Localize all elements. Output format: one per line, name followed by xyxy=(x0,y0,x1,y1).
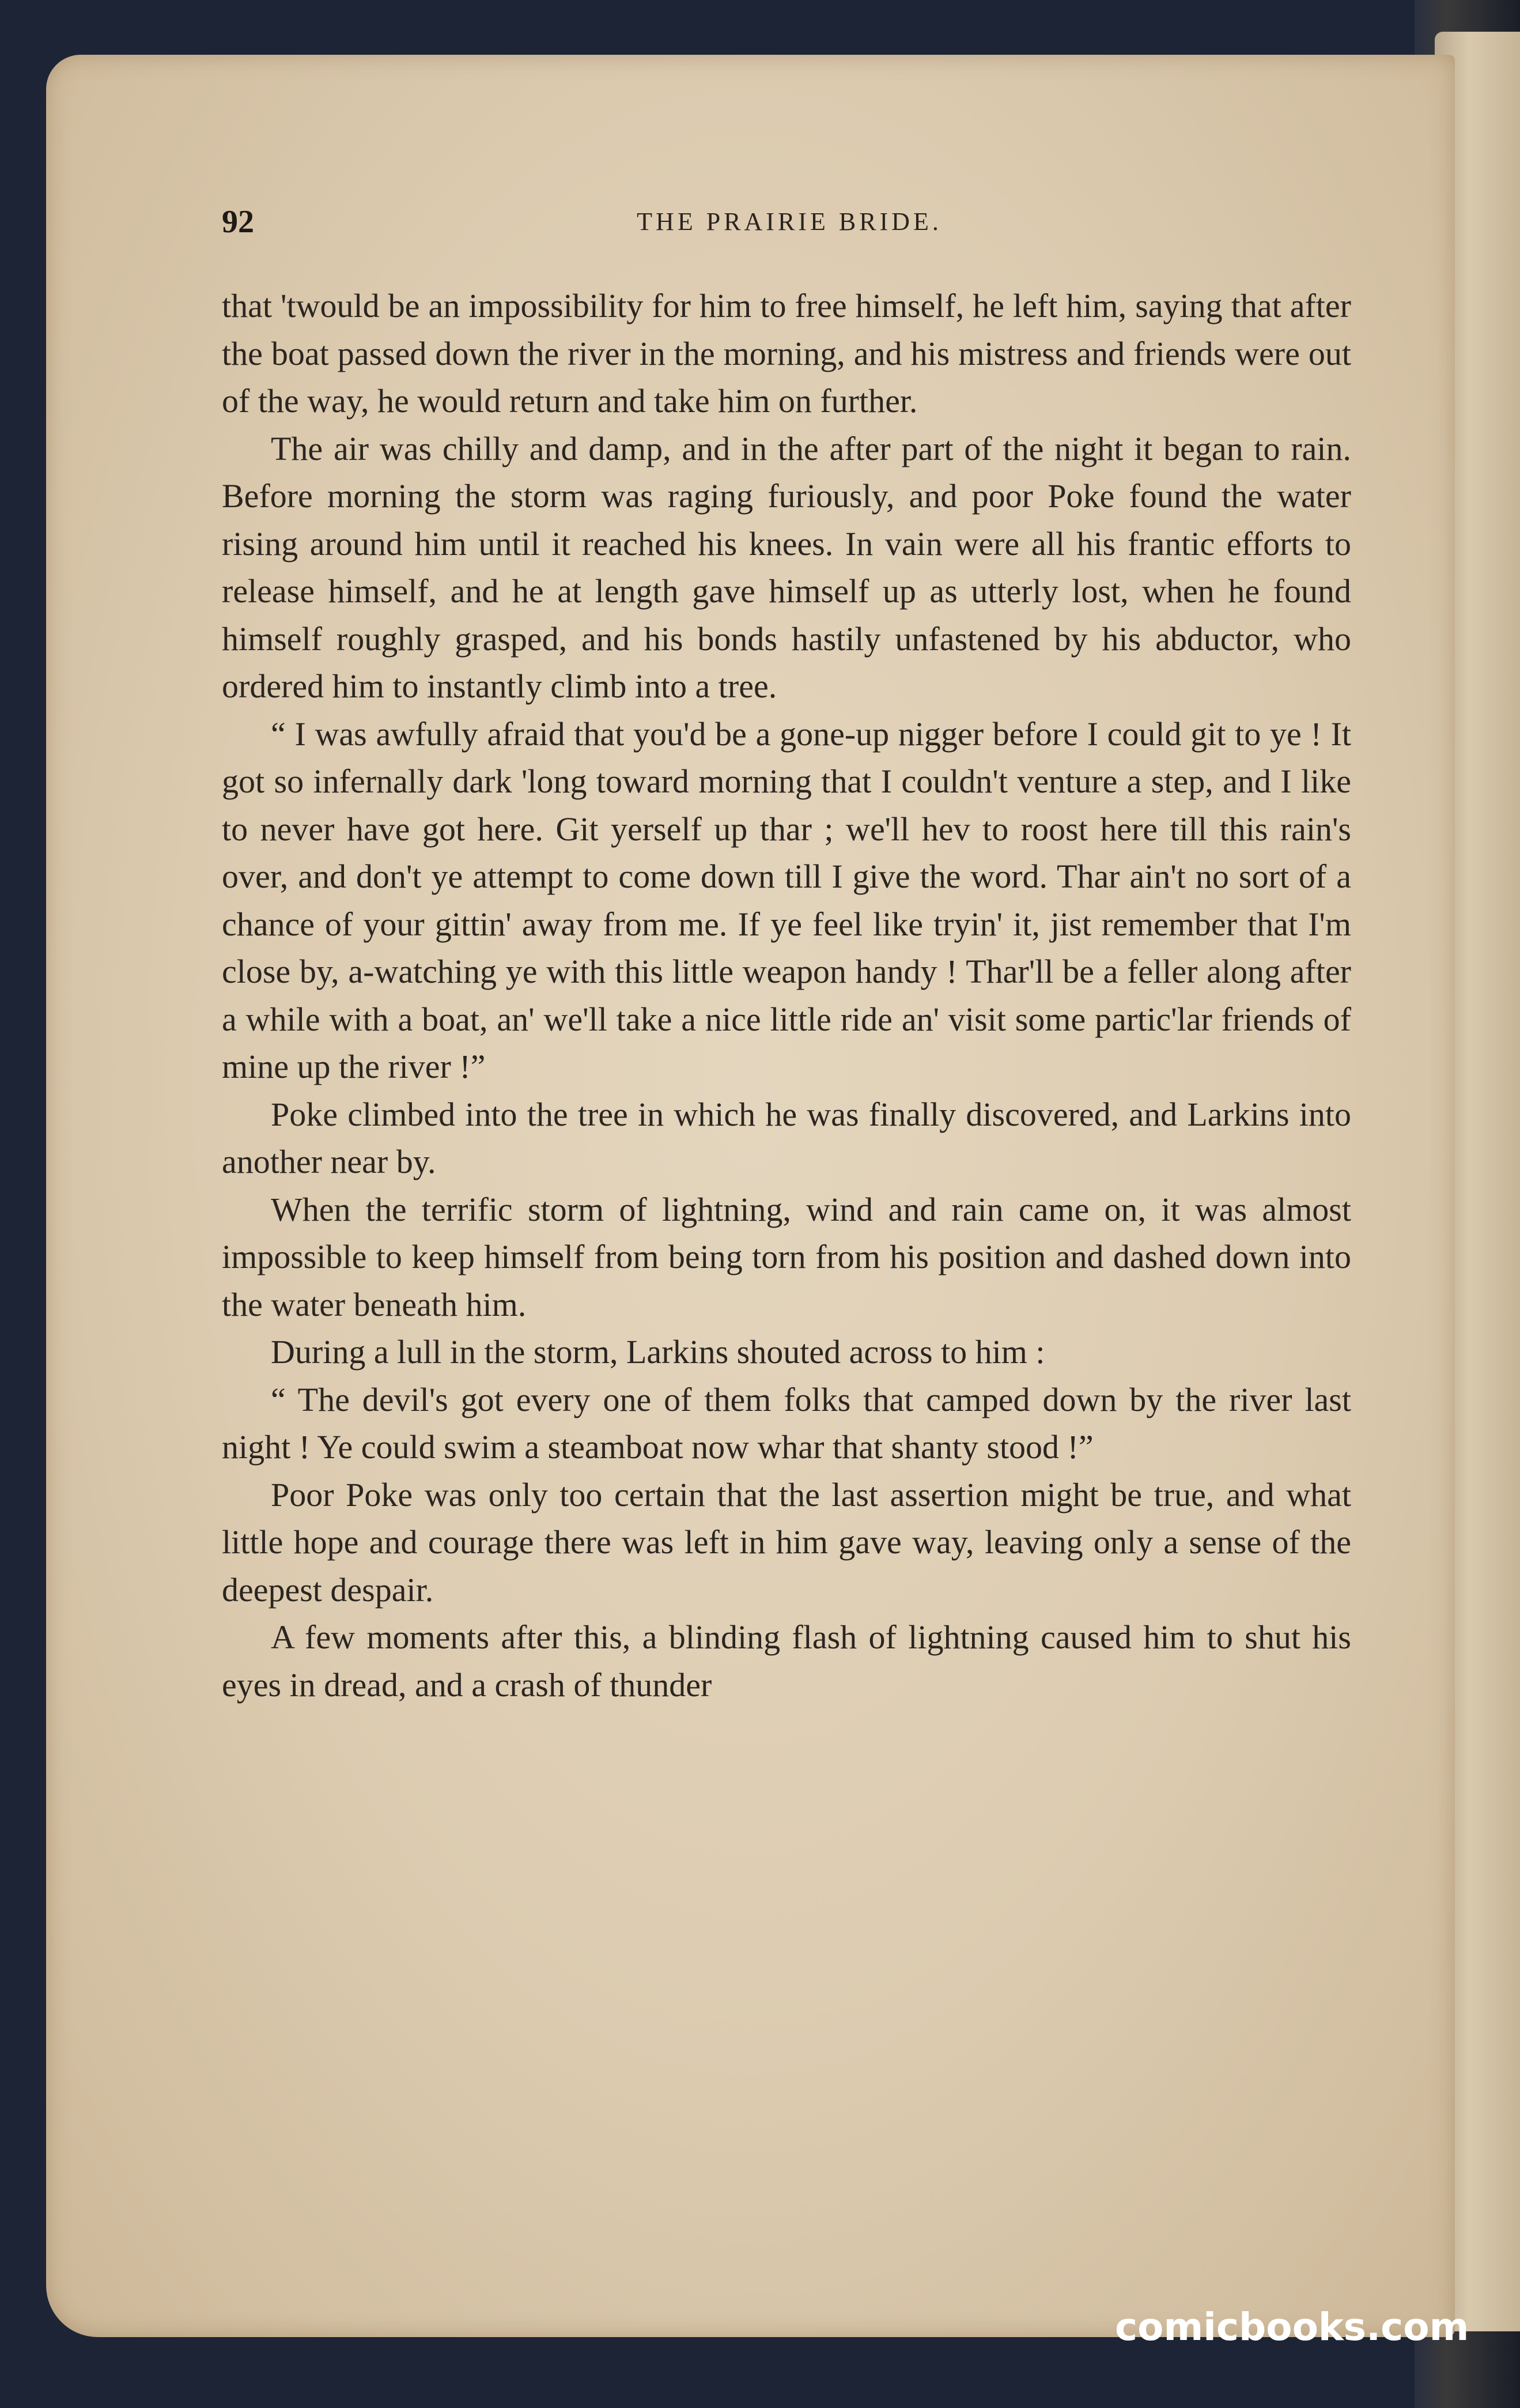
paragraph: that 'twould be an impossibility for him to free himself, he left him, saying that after the boat passed down the river in the morning, and his mistress and friends were out of the way, he would return and take him on further. xyxy=(222,287,1351,420)
paragraph: A few moments after this, a blinding flash of lightning caused him to shut his eyes in dread, and a crash of thunder xyxy=(222,1618,1351,1704)
body-text xyxy=(222,282,1351,1709)
paragraph: “ I was awfully afraid that you'd be a gone-up nigger before I could git to ye ! It got so infernally dark 'long toward morning that I couldn't venture a step, and I like to never have got here. Git yerself up thar ; we'll hev to roost here till this rain's over, and don't ye attempt to come down till I give the word. Thar ain't no sort of a chance of your gittin' away from me. If ye feel like tryin' it, jist remember that I'm close by, a-watching ye with this little weapon handy ! Thar'll be a feller along after a while with a boat, an' we'll take a nice little ride an' visit some partic'lar friends of mine up the river !” xyxy=(222,715,1351,1085)
paragraph: During a lull in the storm, Larkins shouted across to him : xyxy=(271,1333,1045,1371)
paragraph: The air was chilly and damp, and in the after part of the night it began to rain. Before morning the storm was raging furiously, and poor Poke found the water rising around him until it reached his knees. In vain were all his frantic efforts to release himself, and he at length gave himself up as utterly lost, when he found himself roughly grasped, and his bonds hastily unfastened by his abductor, who ordered him to instantly climb into a tree. xyxy=(222,429,1351,705)
running-title: THE PRAIRIE BRIDE. xyxy=(637,207,942,236)
paragraph: Poor Poke was only too certain that the last assertion might be true, and what little hope and courage there was left in him gave way, leaving only a sense of the deepest despair. xyxy=(222,1475,1351,1609)
paragraph: “ The devil's got every one of them folks that camped down by the river last night ! Ye could swim a steamboat now whar that shanty stood !” xyxy=(222,1380,1351,1466)
watermark: comicbooks.com xyxy=(1115,2305,1469,2349)
page-number: 92 xyxy=(222,204,254,240)
paragraph: Poke climbed into the tree in which he was finally discovered, and Larkins into another near by. xyxy=(222,1095,1351,1180)
page-header xyxy=(222,196,1357,248)
paragraph: When the terrific storm of lightning, wind and rain came on, it was almost impossible to keep himself from being torn from his position and dashed down into the water beneath him. xyxy=(222,1190,1351,1323)
